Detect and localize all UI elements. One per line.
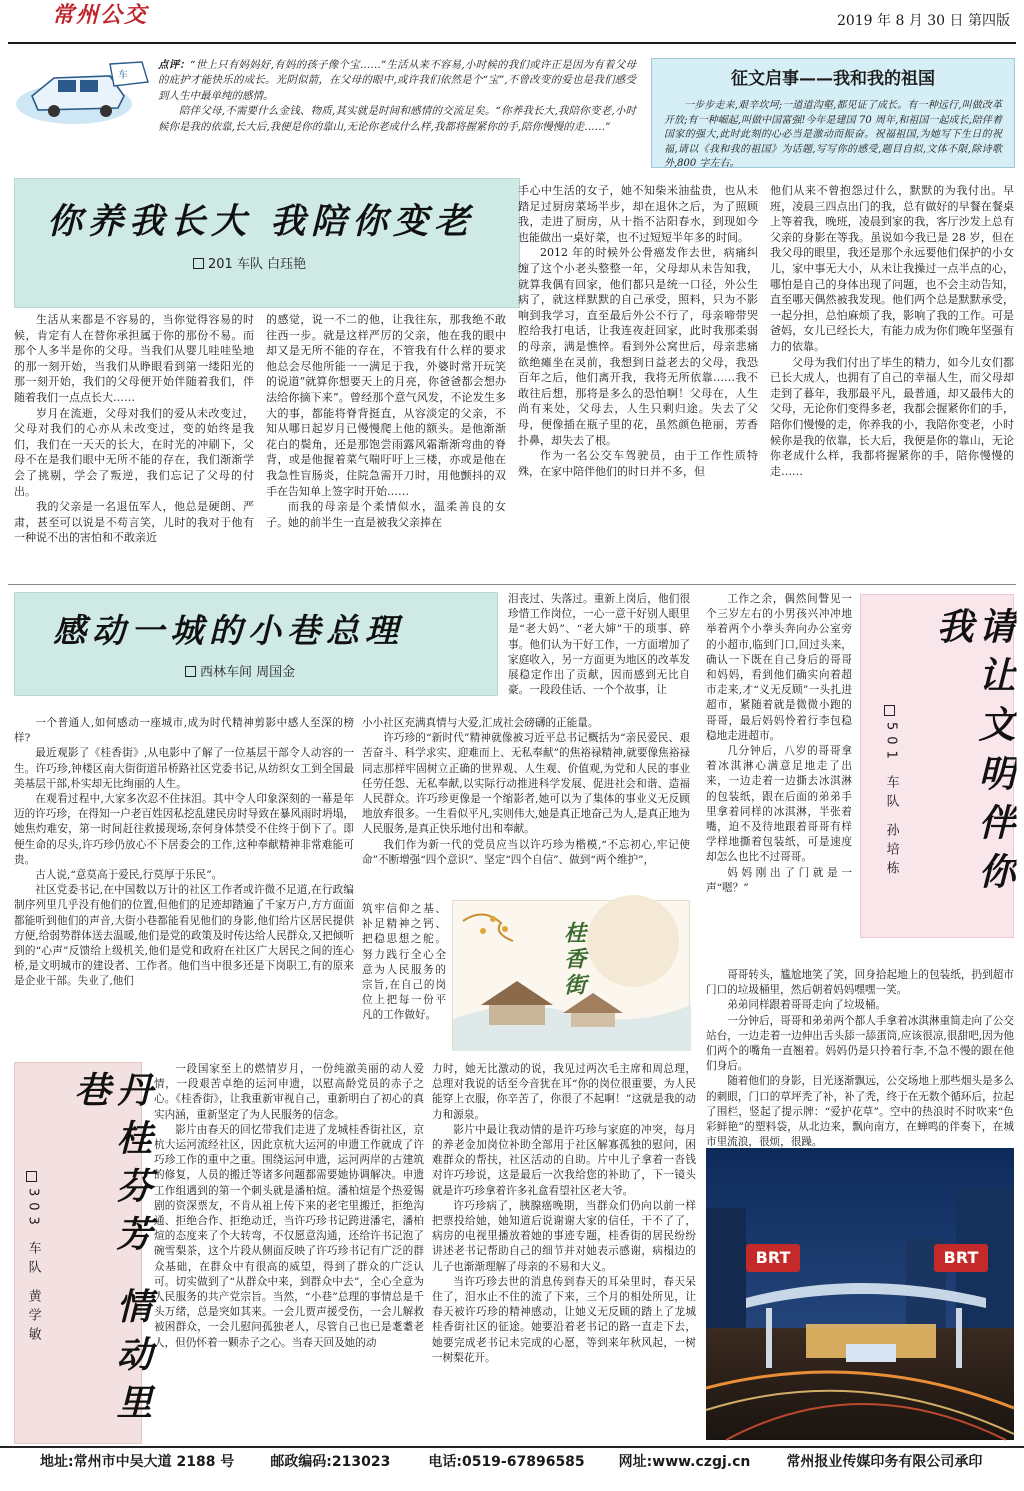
article3-column-1: 工作之余，偶然间瞥见一个三岁左右的小男孩兴冲冲地举着两个小拳头奔向办公室旁的小超市,临到门口,回过头来，确认一下既在自己身后的哥哥和妈妈，看到他们确实向着超市走来,才“义无反顾”一头扎进超市，紧随着就是微微小跑的哥哥，最后妈妈怜着行李包稳稳地走进超市。 几分钟后，八岁的哥哥拿着冰淇淋心满意足地走了出来，一边走着一边撕去冰淇淋的包装纸，跟在后面的弟弟手里拿着同样的冰淇淋，半张着嘴，迫不及待地跟着哥哥有样学样地撕着包装纸，可是速度却怎么也比不过哥哥。 妈妈刚出了门就是一声“嗯？” <box>706 593 852 894</box>
article2-column-1: 一个普通人,如何感动一座城市,成为时代精神剪影中感人至深的榜样? 最近观影了《桂香街》,从电影中了解了一位基层干部令人动容的一生。许巧珍,钟楼区南大街街道吊桥路社区党委书记,从纺织女工到全国最美基层干部,朴实却无比绚丽的人生。 在观看过程中,大家多次忍不住抹泪。其中令人印象深刻的一幕是年迈的许巧珍，在得知一户老百姓因私挖乱建民房时导致在暴风雨时坍塌，她焦灼难安，第一时间赶往救援现场,奈何身体禁受不住终于倒下了。即便生命的尽头,许巧珍仍放心不下居委会的工作,这种奉献精神非常难能可贵。 古人说,“意莫高于爱民,行莫厚于乐民”。 社区党委书记,在中国数以万计的社区工作者或许微不足道,在行政编制序列里几乎没有他们的位置,但他们的足迹却踏遍了千家万户,方方面面都能听到他们的声音,大街小巷都能看见他们的身影,他们给片区居民提供方便,给弱势群体送去温暖,他们是党的政策及时传达给人民群众,又把倾听到的“心声”反馈给上级机关,他们是党和政府在社区广大居民之间的连心桥,是文明城市的建设者、工作者。他们当中很多还是下岗职工,有的原来是企业干部。失业了,他们 <box>14 717 354 988</box>
masthead <box>0 0 1024 44</box>
newspaper-logo: 常州公交 <box>52 2 149 28</box>
brt-station-photo <box>706 1148 1014 1440</box>
article1-column-2: 的感觉，说一不二的他，让我往东，那我绝不敢往西一步。就是这样严厉的父亲，他在我的眼中却又是无所不能的存在，不管我有什么样的要求他总会尽他所能一一满足于我，外婆时常开玩笑的说道“就算你想要天上的月亮，你爸爸都会想办法给你摘下来”。曾经那个意气风发，不论发生多大的事，都能将脊背挺直，从容淡定的父亲，不知从哪日起岁月已慢慢爬上他的额头。是他渐渐花白的鬓角，还是那饱尝雨露风霜渐渐弯曲的脊背，或是他握着菜气喘吁吁上三楼，亦或是他在我急性盲肠炎，住院急需开刀时，用他颤抖的双手在告知单上签字时开始…… 而我的母亲是个柔情似水，温柔善良的女子。她的前半生一直是被我父亲捧在 <box>266 313 506 529</box>
article4-column-1: 一段国家至上的燃情岁月，一份纯澈美丽的动人爱情，一段艰苦卓绝的运河申遗，以慰高龄党员的赤子之心。《桂香街》，让我重新审视自己，重新明白了初心的真实内涵，重新坚定了为人民服务的信念。 影片由春天的回忆带我们走进了龙城桂香街社区，京杭大运河流经社区，因此京杭大运河的申遗工作就成了许巧珍工作的重中之重。围绕运河申遗，运河两岸的古建筑的修复，人员的搬迁等诸多问题都需要她协调解决。申遗工作组遇到的第一个刺头就是潘柏煊。潘柏煊是个热爱锡剧的资深票友，不肯从祖上传下来的老宅里搬迁，拒绝沟通、拒绝合作、拒绝动迁，当许巧珍书记跨进潘宅，潘柏煊的态度来了个大转弯，不仅愿意沟通，还给许书记泡了碗雪梨茶，这个片段从侧面反映了许巧珍书记有广泛的群众基础，在群众中有很高的威望，得到了群众的广泛认可。切实做到了“从群众中来，到群众中去”，全心全意为人民服务的共产党宗旨。当然，“小巷”总理的事情总是千头万绪，总是突如其来。一会儿贾声援受伤，一会儿解救被困群众，一会儿慰问孤独老人，尽管自己也已是耄耋老人，但仍怀着一颗赤子之心。当春天回及她的动 <box>154 1063 424 1349</box>
masthead-rule <box>8 42 1016 44</box>
article3-byline: 501 车队 孙培栋 <box>883 705 899 880</box>
article4-title-panel <box>14 1062 153 1444</box>
svg-text:车: 车 <box>118 70 128 81</box>
commentary-paragraph: 陪伴父母,不需要什么金钱、物质,其实就是时间和感情的交流足矣。“你养我长大,我陪你变老,小时候你是我的依靠,长大后,我便是你的靠山,无论你老成什么样,我都将握紧你的手,陪你慢慢的走……” <box>158 105 636 133</box>
article1-column-4: 他们从来不曾抱怨过什么，默默的为我付出。早班，凌晨三四点出门的我，总有做好的早餐在餐桌上等着我，晚班，凌晨到家的我，客厅沙发上总有父亲的身影在等我。虽说如今我已是 28 岁，但在我父母的眼里，我还是那个永远要他们保护的小女儿，家中事无大小，从未让我操过一点半点的心，哪怕是自己的身体出现了问题，也不会主动告知，直至哪天偶然被我发现。他们两个总是默默承受，一起分担，总怕麻烦了我，影响了我的工作。可是爸妈，女儿已经长大，有能力成为你们晚年坚强有力的依靠。 父母为我们付出了毕生的精力，如今儿女们都已长大成人，也拥有了自己的幸福人生，而父母却走到了暮年，我那最平凡，最普通，却又最伟大的父母，无论你们变得多老，我都会握紧你们的手，陪你们慢慢的走，你养我的小，我陪你变老，小时候你是我的依靠，长大后，我便是你的靠山，无论你老成什么样，我都将握紧你的手，陪你慢慢的走…… <box>770 184 1014 478</box>
article4-column-2: 力时，她无比激动的说，我见过两次毛主席和周总理，总理对我说的话至今音犹在耳“你的岗位很重要，为人民能穿上衣服，你辛苦了，你很了不起啊！”这就是我的动力和源泉。 影片中最让我动情的是许巧珍与家庭的冲突，每月的养老金加岗位补助全部用于社区解寡孤独的慰问，困难群众的帮扶，社区活动的自助。片中儿子拿着一沓钱对许巧珍说，这是最后一次我给您的补助了，下一镜头就是许巧珍拿着许多礼盒看望社区老大爷。 许巧珍病了，胰腺癌晚期，当群众们仍向以前一样把票投给她，她知道后说谢谢大家的信任，干不了了，病房的电视里播放着她的事迹专题，桂香街的居民纷纷讲述老书记帮助自己的细节并对她表示感谢，病榻边的儿子也渐渐理解了母亲的不易和大义。 当许巧珍去世的消息传到春天的耳朵里时，春天呆住了，泪水止不住的流了下来，三个月的相处所见，让春天被许巧珍的精神感动，让她义无反顾的踏上了龙城桂香街社区的征途。她要沿着老书记的路一直走下去，她要完成老书记未完成的心愿，等到来年秋风起，一树一树梨花开。 <box>432 1063 696 1364</box>
article4-byline: 303 车队 黄学敏 <box>25 1171 41 1346</box>
commentary-paragraph: 点评：“世上只有妈妈好,有妈的孩子像个宝……”生活从来不容易,小时候的我们或许正是因为有着父母的庇护才能快乐的成长。光阴似箭，在父母的眼中,或许我们依然是个“宝”,不曾改变的爱也是我们感受到人生中最单纯的感情。 <box>158 59 636 102</box>
article1-column-1: 生活从来都是不容易的，当你觉得容易的时候，肯定有人在替你承担属于你的那份不易。而那个人多半是你的父母。当我们从婴儿哇哇坠地的那一刻开始，当我们从睁眼看到第一缕阳光的那一刻开始，我们的父母便开始伴随着我们，伴随着我们一点点长大…… 岁月在流逝，父母对我们的爱从未改变过，父母对我们的心亦从未改变过，变的始终是我们，我们在一天天的长大，在时光的冲刷下，父母不在是我们眼中无所不能的存在，我们渐渐学会了挑剔，学会了叛逆，我们忘记了父母的付出。 我的父亲是一名退伍军人，他总是硬朗、严肃，甚至可以说是不苟言笑，儿时的我对于他有一种说不出的害怕和不敢亲近 <box>14 313 254 545</box>
brt-sign-left: BRT <box>755 1248 791 1267</box>
article2-column-2: 小小社区充满真情与大爱,汇成社会磅礴的正能量。 许巧珍的“新时代”精神就像被习近平总书记概括为“亲民爱民、艰苦奋斗、科学求实、迎难而上、无私奉献”的焦裕禄精神,就要像焦裕禄同志那样牢固树立正确的世界观、人生观、价值观,为党和人民的事业任劳任怨、无私奉献,以实际行动推进科学发展、促进社会和谐、造福人民群众。许巧珍更像是一个缩影者,她可以为了集体的事业义无反顾地放弃很多。一生看似平凡,实则伟大,她是真正地奋己为人,是真正地为人民服务,是真正快乐地付出和奉献。 我们作为新一代的党员应当以许巧珍为楷模,“不忘初心,牢记使命”不断增强“四个意识”、坚定“四个自信”、做到“两个维护”， <box>362 717 690 866</box>
footer-phone: 电话:0519-67896585 <box>428 1454 585 1471</box>
footer-postcode: 邮政编码:213023 <box>270 1454 391 1471</box>
footer-printer: 常州报业传媒印务有限公司承印 <box>786 1454 983 1471</box>
movie-poster-illustration <box>452 900 690 1050</box>
article3-column-2: 哥哥转头，尴尬地笑了笑，回身拾起地上的包装纸，扔到超市门口的垃圾桶里，然后朝着妈妈嘿嘿一笑。 弟弟同样跟着哥哥走向了垃圾桶。 一分钟后，哥哥和弟弟两个都人手拿着冰淇淋重简走向了公交站台，一边走着一边伸出舌头舔一舔蛋筒,应该很凉,很甜吧,因为他们两个的嘴角一直翘着。妈妈仍是只拎着行李,不急不慢的跟在他们身后。 随着他们的身影，目光逐渐飘远，公交场地上那些烟头是多么的刺眼，门口的草坪秃了补，补了秃，终于在无数个循环后，拉起了围栏，竖起了提示牌：“爱护花草”。空中的热浪时不时吹来“色彩鲜艳”的塑料袋，从北边来，飘向南方，在蝉鸣的伴奏下，在城市里流浪，很烦，很躁。 <box>706 969 1014 1149</box>
article2-banner <box>14 592 498 696</box>
footer-address: 地址:常州市中吴大道 2188 号 <box>40 1454 235 1471</box>
notice-body: 一步步走来,艰辛坎坷;一道道沟壑,都见证了成长。有一种远行,叫做改革开放;有一种崛起,叫做中国富强!今年是建国 70 周年,和祖国一起成长,陪伴着国家的强大,此时此刻的心必当是激动而振奋。祝福祖国,为她写下生日的祝福,请以《我和我的祖国》为话题,写写你的感受,题目自拟,文体不限,除诗歌外,800 字左右。 <box>664 100 1002 170</box>
article1-column-3: 手心中生活的女子，她不知柴米油盐贵，也从未踏足过厨房菜场半步，却在退休之后，为了照顾我，走进了厨房，从十指不沾阳春水，到现如今也能做出一桌好菜，也不过短短半年多的时间。 2012 年的时候外公骨癌发作去世，病痛纠缠了这个小老头整整一年，父母却从未告知我，就算我偶有回家，他们都只是统一口径，外公生病了，就这样默默的自己承受，照料，只为不影响到我学习，直至最后外公不行了，母亲啼带哭腔给我打电话，让我连夜赶回家，此时我那柔弱的母亲，满是憔悴。看到外公窝世后，母亲悲痛欲绝瘫坐在灵前，我想到日益老去的父母，我恐百年之后，他们离开我，我将无所依靠……我不敢往后想，那将是多么的恐怕啊！父母在，人生尚有来处，父母去，人生只剩归途。失去了父母，便像插在瓶子里的花，虽然颜色艳丽，芳香扑鼻，却失去了根。 作为一名公交车驾驶员，由于工作性质特殊，在家中陪伴他们的时日并不多，但 <box>518 184 758 478</box>
editor-commentary <box>158 58 636 168</box>
notice-title: 征文启事——我和我的祖国 <box>731 69 935 89</box>
article1-banner <box>14 178 520 308</box>
issue-date: 2019 年 8 月 30 日 第四版 <box>836 13 1010 29</box>
article2-column-2-continued: 筑牢信仰之基、补足精神之钙、把稳思想之舵。努力践行全心全意为人民服务的宗旨,在自己的岗位上把每一份平凡的工作做好。 <box>362 903 446 1022</box>
article4-title: 丹桂芬芳 情动里巷 <box>69 1071 153 1432</box>
poster-title: 桂香街 <box>560 921 587 999</box>
essay-notice-box <box>651 58 1015 168</box>
bus-illustration <box>14 56 152 130</box>
article2-column-3: 泪丧过、失落过。重新上岗后，他们很珍惜工作岗位，一心一意干好别人眼里是“老大妈”、“老大婶”干的琐事、碎事。他们认为干好工作，一方面增加了家庭收入，另一方面更为地区的改革发展稳定作出了贡献，因而感到无比自豪。一段段佳话、一个个故事，让 <box>508 593 690 697</box>
page-footer <box>0 1446 1024 1478</box>
section-divider <box>8 584 1016 585</box>
footer-website: 网址:www.czgj.cn <box>618 1454 751 1471</box>
article3-title-panel <box>860 594 1014 938</box>
article2-byline: 西林车间 周国金 <box>185 665 295 681</box>
article2-title: 感动一城的小巷总理 <box>53 611 404 650</box>
brt-sign-right: BRT <box>943 1248 979 1267</box>
article1-title: 你养我长大 我陪你变老 <box>47 201 476 242</box>
article1-byline: 201 车队 白珏艳 <box>193 257 306 273</box>
article3-title: 请让文明伴你我 <box>930 607 1016 901</box>
